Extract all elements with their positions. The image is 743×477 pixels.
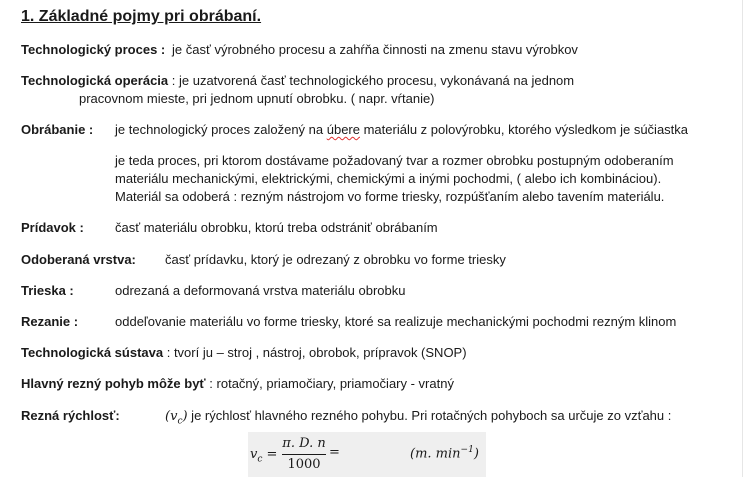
term-sustava: Technologická sústava xyxy=(21,345,164,360)
term-obrabanie: Obrábanie : xyxy=(21,122,94,137)
definition-rezanie: oddeľovanie materiálu vo forme triesky, ktoré sa realizuje mechanickými pochodmi rezným klinom xyxy=(115,314,677,329)
definition-obrabanie xyxy=(115,121,688,138)
definition-operacia-line2: pracovnom mieste, pri jednom upnutí obrobku. ( napr. vŕtanie) xyxy=(79,91,435,106)
definition-vrstva: časť prídavku, ktorý je odrezaný z obrobku vo forme triesky xyxy=(165,252,506,267)
velocity-symbol: $(v_c)$ xyxy=(165,409,188,427)
definition-sustava-text: : tvorí ju – stroj , nástroj, obrobok, prípravok (SNOP) xyxy=(166,345,467,360)
formula-box[interactable] xyxy=(248,432,486,477)
term-rychlost: Rezná rýchlosť: xyxy=(21,408,120,423)
definition-rychlost xyxy=(165,407,671,431)
term-operacia: Technologická operácia xyxy=(21,73,169,88)
formula-denominator: 1000 xyxy=(287,457,321,472)
definition-trieska: odrezaná a deformovaná vrstva materiálu obrobku xyxy=(115,283,406,298)
definition-sustava xyxy=(21,344,467,361)
term-pridavok: Prídavok : xyxy=(21,220,84,235)
definition-operacia-text1: : je uzatvorená časť technologického procesu, vykonávaná na jednom xyxy=(171,73,575,88)
term-vrstva: Odoberaná vrstva: xyxy=(21,252,136,267)
term-pohyb: Hlavný rezný pohyb môže byť xyxy=(21,376,206,391)
fraction-bar xyxy=(282,454,326,455)
definition-rychlost-text: je rýchlosť hlavného rezného pohybu. Pri rotačných pohyboch sa určuje zo vzťahu : xyxy=(187,408,672,423)
formula-equals: = xyxy=(329,445,340,460)
definition-pridavok: časť materiálu obrobku, ktorú treba odstrániť obrábaním xyxy=(115,220,438,235)
obrabanie-more-line2: materiálu mechanickými, elektrickými, chemickými a inými pochodmi, ( alebo ich kombináciou). xyxy=(115,171,662,186)
obrabanie-more-line3: Materiál sa odoberá : rezným nástrojom vo forme triesky, rozpúšťaním alebo tavením materiálu. xyxy=(115,189,665,204)
term-rezanie: Rezanie : xyxy=(21,314,79,329)
definition-proces: je časť výrobného procesu a zahŕňa činnosti na zmenu stavu výrobkov xyxy=(172,42,578,57)
definition-obrabanie-before: je technologický proces založený na xyxy=(115,122,327,137)
formula-unit: (m. $\min^{-1}$) xyxy=(410,445,479,462)
term-proces: Technologický proces : xyxy=(21,42,166,57)
page-heading: 1. Základné pojmy pri obrábaní. xyxy=(21,8,262,25)
spellcheck-word[interactable]: úbere xyxy=(326,122,360,137)
definition-pohyb-text: : rotačný, priamočiary, priamočiary - vratný xyxy=(209,376,454,391)
formula-lhs: $v_c$ = xyxy=(250,447,278,465)
definition-operacia-line1 xyxy=(21,72,574,89)
obrabanie-more-line1: je teda proces, pri ktorom dostávame požadovaný tvar a rozmer obrobku postupným odoberaním xyxy=(115,153,674,168)
formula-numerator: π. D. n xyxy=(282,436,326,451)
definition-obrabanie-after: materiálu z polovýrobku, ktorého výsledkom je súčiastka xyxy=(359,122,689,137)
definition-pohyb xyxy=(21,375,454,392)
term-trieska: Trieska : xyxy=(21,283,74,298)
